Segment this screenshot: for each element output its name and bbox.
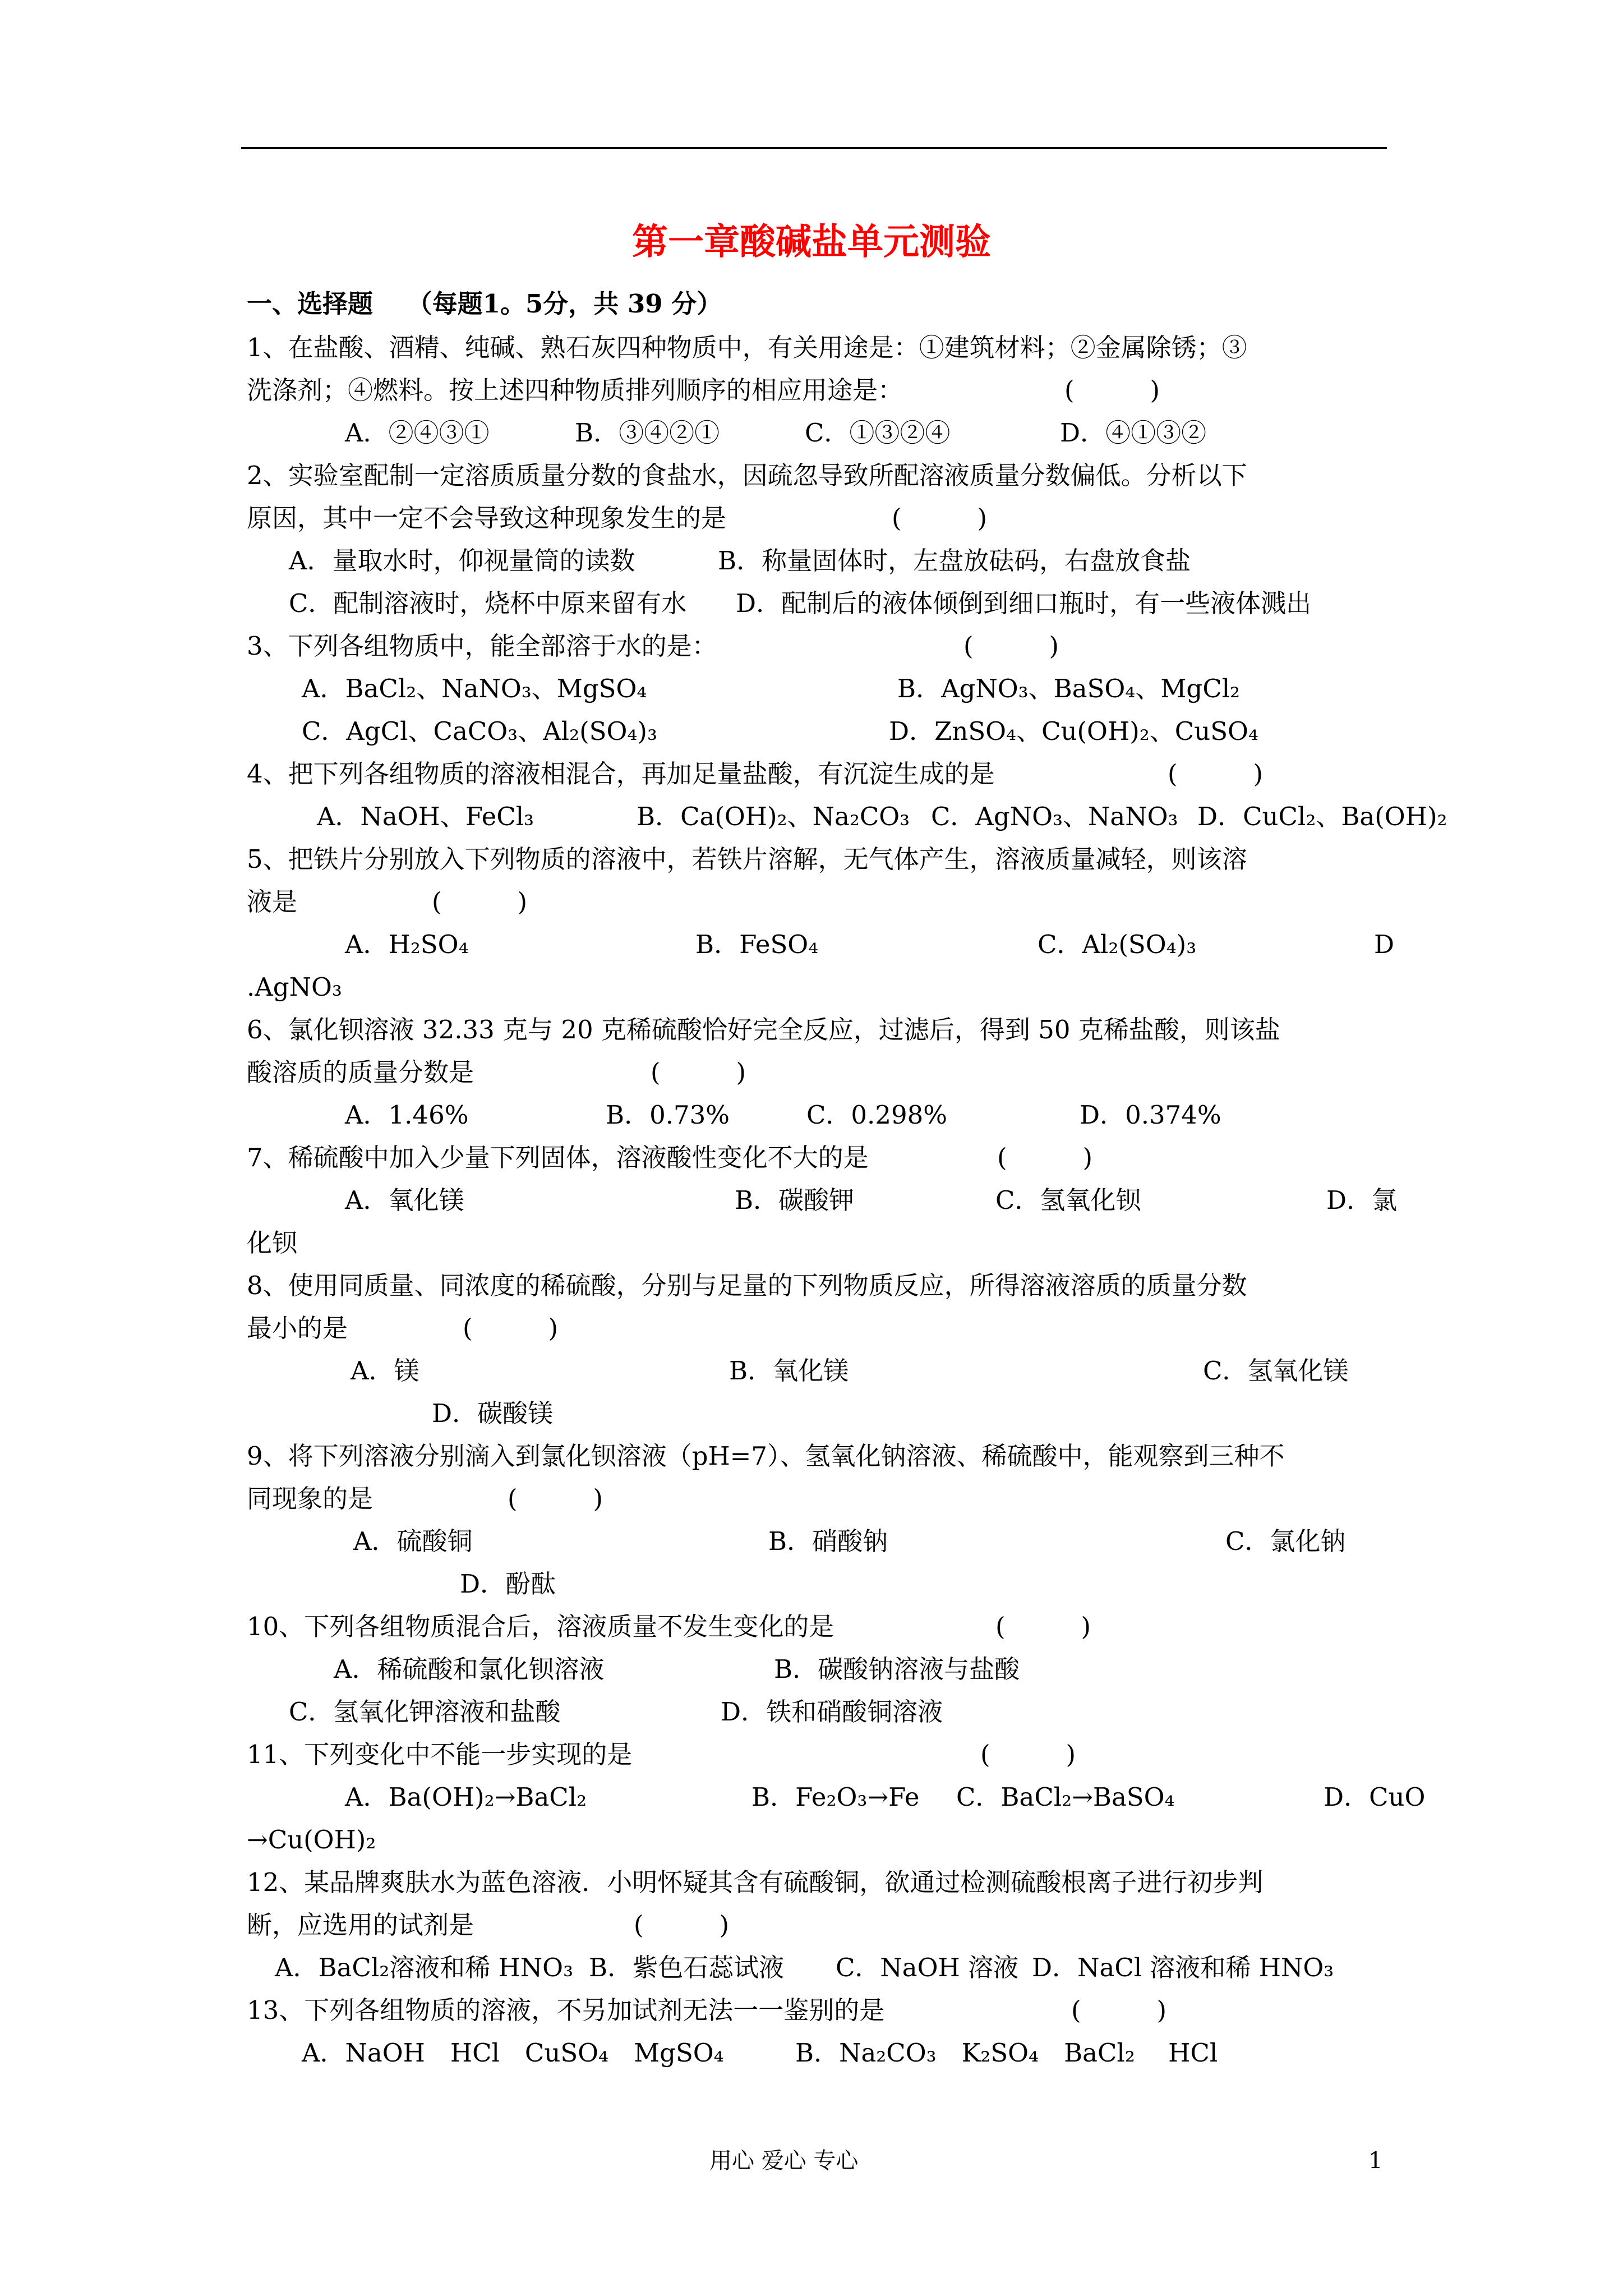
page-title: 第一章酸碱盐单元测验: [632, 221, 991, 263]
q9-option-d: D．酚酞: [460, 1569, 556, 1599]
q7-option-a: A．氧化镁: [345, 1185, 464, 1215]
q7-option-c: C．氢氧化钡: [995, 1185, 1141, 1215]
q1-option-b: B．③④②①: [575, 418, 720, 448]
header-rule: [241, 147, 1387, 149]
q9-answer-bracket[interactable]: ( ): [508, 1484, 603, 1513]
q10-option-d: D．铁和硝酸铜溶液: [721, 1697, 943, 1727]
q8-option-b: B．氧化镁: [729, 1356, 849, 1386]
q10-answer-bracket[interactable]: ( ): [995, 1612, 1091, 1641]
q13-answer-bracket[interactable]: ( ): [1071, 1995, 1167, 2025]
q10-option-c: C．氢氧化钾溶液和盐酸: [289, 1697, 561, 1727]
q3-answer-bracket[interactable]: ( ): [963, 631, 1059, 661]
q2-answer-bracket[interactable]: ( ): [892, 503, 988, 533]
q1-stem-line1: 1、在盐酸、酒精、纯碱、熟石灰四种物质中，有关用途是：①建筑材料；②金属除锈；③: [247, 333, 1247, 362]
q2-stem-line1: 2、实验室配制一定溶质质量分数的食盐水，因疏忽导致所配溶液质量分数偏低。分析以下: [247, 461, 1247, 490]
q2-option-a: A．量取水时，仰视量筒的读数: [289, 546, 635, 576]
q9-option-a: A．硫酸铜: [353, 1526, 473, 1556]
q2-option-b: B．称量固体时，左盘放砝码，右盘放食盐: [718, 546, 1191, 576]
q6-stem-line1: 6、氯化钡溶液 32.33 克与 20 克稀硫酸恰好完全反应，过滤后，得到 50 克稀盐酸，则该盐: [247, 1015, 1280, 1045]
q8-option-a: A．镁: [351, 1356, 419, 1386]
q8-answer-bracket[interactable]: ( ): [463, 1313, 559, 1343]
q11-option-a: A．Ba(OH)₂→BaCl₂: [345, 1782, 587, 1812]
q6-option-b: B．0.73%: [606, 1100, 730, 1130]
q3-option-b: B．AgNO₃、BaSO₄、MgCl₂: [897, 674, 1241, 703]
q5-stem-line2: 液是: [247, 887, 298, 917]
q3-stem: 3、下列各组物质中，能全部溶于水的是：: [247, 631, 717, 661]
q12-answer-bracket[interactable]: ( ): [634, 1910, 730, 1940]
q3-option-d: D．ZnSO₄、Cu(OH)₂、CuSO₄: [889, 716, 1258, 746]
q12-option-d: D．NaCl 溶液和稀 HNO₃: [1032, 1953, 1334, 1982]
section-heading-label: 一、选择题: [247, 289, 374, 319]
q2-option-d: D．配制后的液体倾倒到细口瓶时，有一些液体溅出: [736, 588, 1312, 618]
q8-stem-line2: 最小的是: [247, 1313, 348, 1343]
q7-stem: 7、稀硫酸中加入少量下列固体，溶液酸性变化不大的是: [247, 1143, 869, 1172]
q9-stem-line1: 9、将下列溶液分别滴入到氯化钡溶液（pH=7）、氢氧化钠溶液、稀硫酸中，能观察到三种不: [247, 1441, 1285, 1471]
q12-stem-line1: 12、某品牌爽肤水为蓝色溶液．小明怀疑其含有硫酸铜，欲通过检测硫酸根离子进行初步判: [247, 1867, 1264, 1897]
q10-option-b: B．碳酸钠溶液与盐酸: [774, 1654, 1020, 1684]
q8-stem-line1: 8、使用同质量、同浓度的稀硫酸，分别与足量的下列物质反应，所得溶液溶质的质量分数: [247, 1271, 1247, 1300]
q5-option-d-letter: D: [1374, 930, 1395, 959]
q11-option-c: C．BaCl₂→BaSO₄: [956, 1782, 1175, 1812]
q12-stem-line2: 断，应选用的试剂是: [247, 1910, 474, 1940]
q13-option-b: B．Na₂CO₃ K₂SO₄ BaCl₂ HCl: [795, 2038, 1218, 2068]
q7-option-b: B．碳酸钾: [735, 1185, 855, 1215]
q11-option-b: B．Fe₂O₃→Fe: [751, 1782, 920, 1812]
q9-option-b: B．硝酸钠: [768, 1526, 888, 1556]
q11-answer-bracket[interactable]: ( ): [980, 1740, 1076, 1769]
q4-answer-bracket[interactable]: ( ): [1168, 759, 1264, 789]
q5-stem-line1: 5、把铁片分别放入下列物质的溶液中，若铁片溶解，无气体产生，溶液质量减轻，则该溶: [247, 844, 1247, 874]
q5-answer-bracket[interactable]: ( ): [432, 887, 528, 917]
section-heading: [247, 287, 722, 321]
q4-option-b: B．Ca(OH)₂、Na₂CO₃: [637, 802, 910, 831]
q13-stem: 13、下列各组物质的溶液，不另加试剂无法一一鉴别的是: [247, 1995, 885, 2025]
q7-option-d-part1: D．氯: [1326, 1185, 1398, 1215]
q5-option-b: B．FeSO₄: [695, 930, 819, 959]
q1-stem-line2: 洗涤剂；④燃料。按上述四种物质排列顺序的相应用途是：: [247, 375, 903, 405]
q11-stem: 11、下列变化中不能一步实现的是: [247, 1740, 633, 1769]
q6-stem-line2: 酸溶质的质量分数是: [247, 1057, 474, 1087]
q12-option-a: A．BaCl₂溶液和稀 HNO₃: [275, 1953, 574, 1982]
q8-option-c: C．氢氧化镁: [1203, 1356, 1349, 1386]
q8-option-d: D．碳酸镁: [432, 1398, 554, 1428]
page-number: 1: [1368, 2148, 1383, 2174]
q7-answer-bracket[interactable]: ( ): [997, 1143, 1093, 1172]
q12-option-b: B．紫色石蕊试液: [589, 1953, 785, 1982]
q6-option-a: A．1.46%: [345, 1100, 469, 1130]
q10-stem: 10、下列各组物质混合后，溶液质量不发生变化的是: [247, 1612, 834, 1641]
q4-option-a: A．NaOH、FeCl₃: [317, 802, 534, 831]
q1-option-d: D．④①③②: [1060, 418, 1207, 448]
q4-stem: 4、把下列各组物质的溶液相混合，再加足量盐酸，有沉淀生成的是: [247, 759, 995, 789]
q10-option-a: A．稀硫酸和氯化钡溶液: [334, 1654, 605, 1684]
q9-stem-line2: 同现象的是: [247, 1484, 374, 1513]
q11-option-d-part1: D．CuO: [1324, 1782, 1426, 1812]
q4-option-c: C．AgNO₃、NaNO₃: [931, 802, 1178, 831]
q2-stem-line2: 原因，其中一定不会导致这种现象发生的是: [247, 503, 727, 533]
q6-option-d: D．0.374%: [1080, 1100, 1221, 1130]
q6-answer-bracket[interactable]: ( ): [651, 1057, 746, 1087]
q1-option-c: C．①③②④: [805, 418, 951, 448]
section-scoring-note: （每题1。5分，共 39 分）: [407, 289, 722, 319]
q2-option-c: C．配制溶液时，烧杯中原来留有水: [289, 588, 687, 618]
q1-answer-bracket[interactable]: ( ): [1064, 375, 1160, 405]
q6-option-c: C．0.298%: [806, 1100, 948, 1130]
q1-option-a: A．②④③①: [345, 418, 490, 448]
q7-option-d-part2: 化钡: [247, 1228, 298, 1258]
q9-option-c: C．氯化钠: [1225, 1526, 1346, 1556]
q5-option-d-value: .AgNO₃: [247, 972, 342, 1002]
q11-option-d-part2: →Cu(OH)₂: [247, 1825, 376, 1855]
q3-option-a: A．BaCl₂、NaNO₃、MgSO₄: [302, 674, 647, 703]
q3-option-c: C．AgCl、CaCO₃、Al₂(SO₄)₃: [302, 716, 658, 746]
q5-option-a: A．H₂SO₄: [345, 930, 469, 959]
q5-option-c: C．Al₂(SO₄)₃: [1038, 930, 1197, 959]
q12-option-c: C．NaOH 溶液: [836, 1953, 1019, 1982]
footer-motto: 用心 爱心 专心: [709, 2148, 859, 2174]
q13-option-a: A．NaOH HCl CuSO₄ MgSO₄: [302, 2038, 724, 2068]
q4-option-d: D．CuCl₂、Ba(OH)₂: [1197, 802, 1447, 831]
